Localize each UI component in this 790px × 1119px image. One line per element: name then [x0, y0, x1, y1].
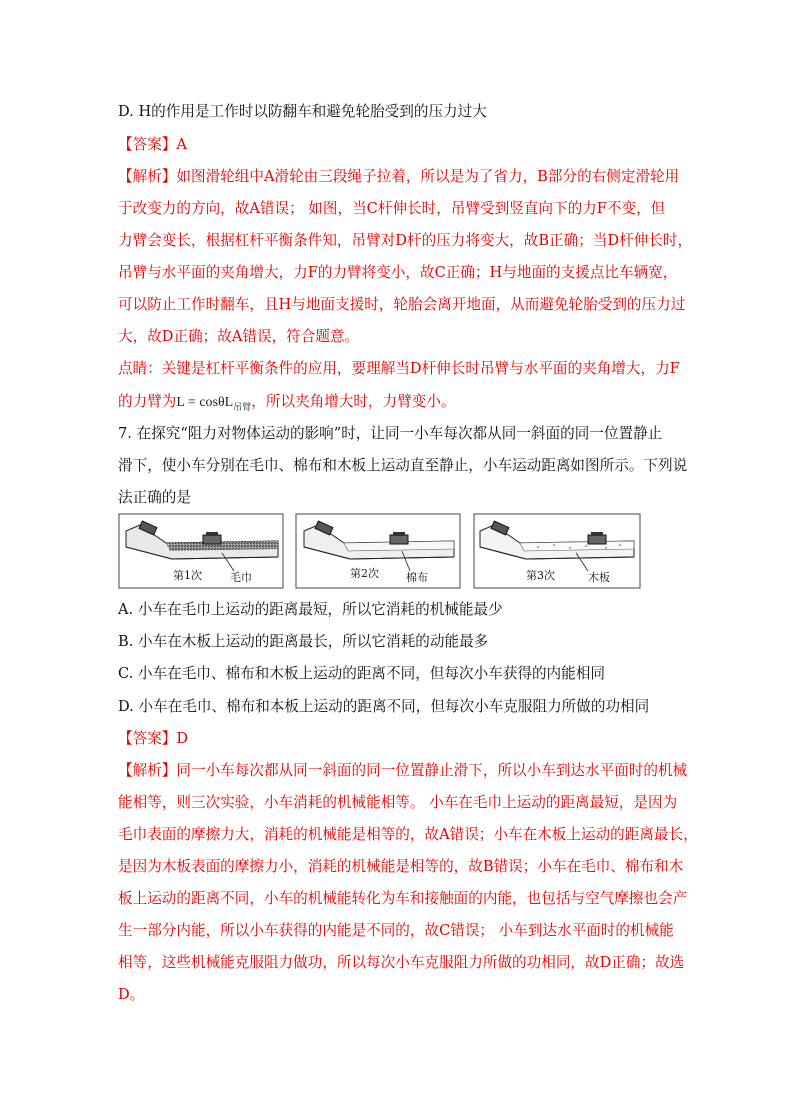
tip-line-2-start: 的力臂为 [118, 393, 177, 410]
analysis-7-line-6: 生一部分内能，所以小车获得的内能是不同的，故C错误； 小车到达水平面时的机械能 [118, 922, 674, 939]
analysis-6-line-3: 力臂会变长，根据杠杆平衡条件知，吊臂对D杆的压力将变大，故B正确；当D杆伸长时， [118, 232, 693, 249]
analysis-7-line-3: 毛巾表面的摩擦力大，消耗的机械能是相等的，故A错误；小车在木板上运动的距离最长， [118, 826, 698, 843]
analysis-6-line-1: 【解析】如图滑轮组中A滑轮由三段绳子拉着，所以是为了省力，B部分的右侧定滑轮用 [118, 168, 680, 185]
analysis-6-line-5: 可以防止工作时翻车，且H与地面支援时，轮胎会离开地面，从而避免轮胎受到的压力过 [118, 296, 686, 313]
label-trial-2: 第2次 [350, 567, 379, 580]
analysis-7-line-7: 相等，这些机械能克服阻力做功，所以每次小车克服阻力所做的功相同，故D正确；故选 [118, 954, 685, 971]
analysis-7-line-5: 板上运动的距离不同，小车的机械能转化为车和接触面的内能，也包括与空气摩擦也会产 [118, 890, 688, 907]
answer-7: 【答案】D [118, 730, 189, 747]
answer-6: 【答案】A [118, 136, 187, 153]
analysis-7-line-2: 能相等，则三次实验，小车消耗的机械能相等。 小车在毛巾上运动的距离最短，是因为 [118, 794, 678, 811]
tip-line-2-end: ，所以夹角增大时，力臂变小。 [251, 393, 456, 410]
label-towel: 毛巾 [230, 571, 252, 584]
label-cotton: 棉布 [406, 571, 428, 584]
panel-2 [296, 514, 460, 588]
option-d: D. 小车在毛巾、棉布和本板上运动的距离不同，但每次小车克服阻力所做的功相同 [118, 698, 650, 715]
formula [176, 395, 251, 410]
tip-line-2 [118, 392, 456, 417]
analysis-7-line-8: D。 [118, 986, 145, 1003]
analysis-7-line-4: 是因为木板表面的摩擦力小，消耗的机械能是相等的，故B错误；小车在毛巾、棉布和木 [118, 858, 684, 875]
label-board: 木板 [588, 571, 610, 584]
analysis-7-line-1: 【解析】同一小车每次都从同一斜面的同一位置静止滑下，所以小车到达水平面时的机械 [118, 762, 688, 779]
analysis-6-line-6: 大，故D正确；故A错误，符合题意。 [118, 328, 360, 345]
option-d-prev: D. H的作用是工作时以防翻车和避免轮胎受到的压力过大 [118, 103, 487, 120]
experiment-figure-svg [118, 513, 642, 589]
analysis-6-line-2: 于改变力的方向，故A错误； 如图，当C杆伸长时，吊臂受到竖直向下的力F不变，但 [118, 200, 666, 217]
formula-main: L = cosθL [176, 395, 234, 410]
label-trial-3: 第3次 [526, 569, 555, 582]
formula-sub: 吊臂 [233, 401, 252, 412]
question-7-line-2: 滑下，使小车分别在毛巾、棉布和木板上运动直至静止，小车运动距离如图所示。下列说 [118, 457, 688, 474]
analysis-6-line-4: 吊臂与水平面的夹角增大，力F的力臂将变小，故C正确；H与地面的支援点比车辆宽， [118, 264, 678, 281]
question-7-line-1: 7. 在探究“阻力对物体运动的影响”时，让同一小车每次都从同一斜面的同一位置静止 [118, 425, 663, 442]
label-trial-1: 第1次 [173, 569, 202, 582]
option-c: C. 小车在毛巾、棉布和木板上运动的距离不同，但每次小车获得的内能相同 [118, 665, 605, 682]
panel-3 [474, 514, 640, 588]
option-a: A. 小车在毛巾上运动的距离最短，所以它消耗的机械能最少 [118, 601, 503, 618]
panel-1 [119, 514, 283, 588]
option-b: B. 小车在木板上运动的距离最长，所以它消耗的动能最多 [118, 633, 489, 650]
experiment-figure [118, 513, 642, 589]
tip-line-1: 点睛：关键是杠杆平衡条件的应用，要理解当D杆伸长时吊臂与水平面的夹角增大，力F [118, 360, 680, 377]
question-7-line-3: 法正确的是 [118, 489, 191, 506]
